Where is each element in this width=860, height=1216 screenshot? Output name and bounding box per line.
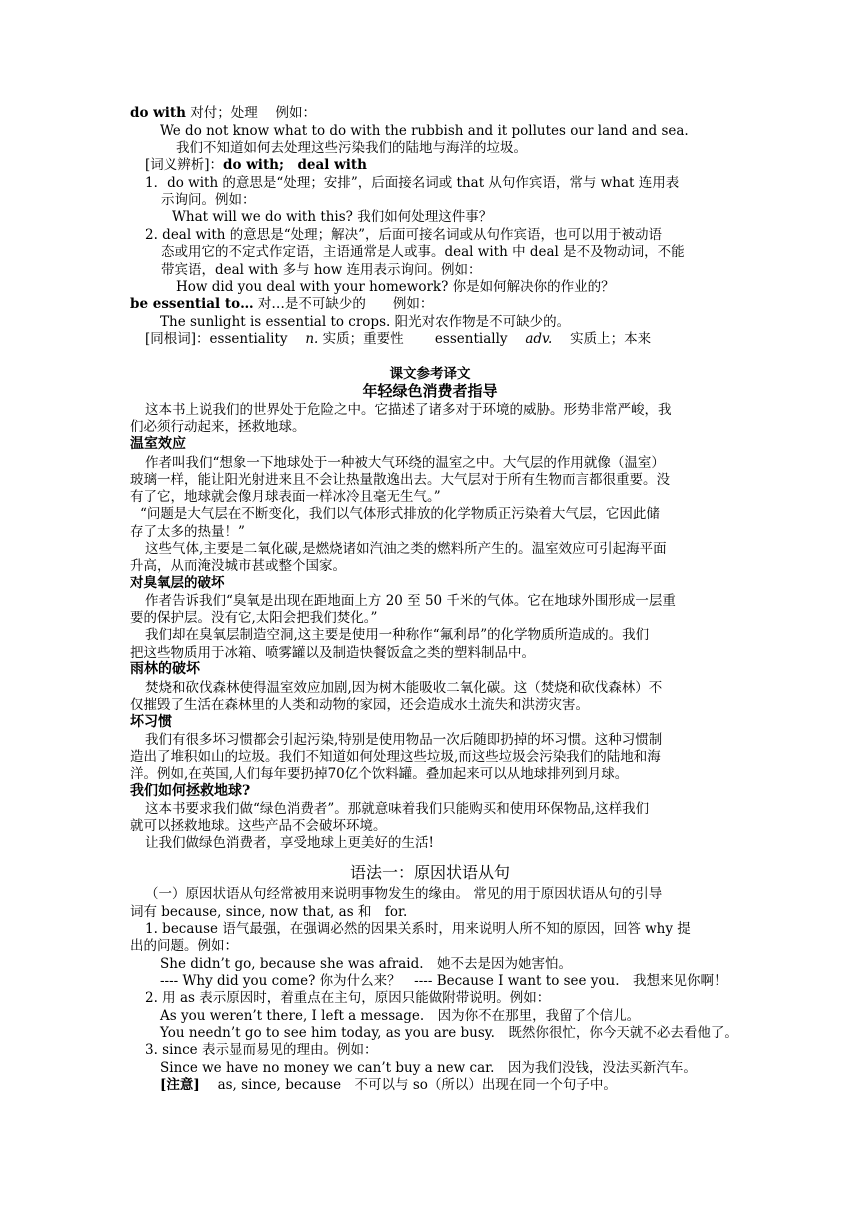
grammar-example: You needn’t go to see him today, as you are busy. 既然你很忙，你今天就不必去看他了。	[160, 1025, 738, 1041]
distinction-terms: do with; deal with	[223, 157, 367, 173]
vocab-essential	[130, 295, 433, 313]
pos-adverb: adv.	[525, 331, 553, 347]
distinction-point-2: 2. deal with 的意思是“处理；解决”，后面可接名词或从句作宾语，也可以用于被动语	[145, 227, 663, 243]
intro-line-2: 们必须行动起来，拯救地球。	[130, 419, 306, 435]
paragraph-line: 要的保护层。没有它,太阳会把我们焚化。”	[130, 610, 378, 626]
section-heading-greenhouse: 温室效应	[130, 436, 186, 452]
section-heading-save-earth: 我们如何拯救地球?	[130, 783, 251, 799]
def-noun: 实质；重要性 essentially	[322, 331, 508, 347]
distinction-point-2-cont2: 带宾语，deal with 多与 how 连用表示询问。例如：	[161, 262, 482, 278]
paragraph-line: 让我们做绿色消费者，享受地球上更美好的生活!	[145, 835, 434, 851]
distinction-label: [词义辨析]：	[145, 157, 224, 173]
section-heading-ozone: 对臭氧层的破坏	[130, 575, 225, 591]
note-text: as, since, because 不可以与 so（所以）出现在同一个句子中。	[217, 1077, 617, 1093]
section-heading-habits: 坏习惯	[130, 714, 172, 730]
grammar-intro-1: （一）原因状语从句经常被用来说明事物发生的缘由。 常见的用于原因状语从句的引导	[145, 886, 663, 902]
paragraph-line: 就可以拯救地球。这些产品不会破坏环境。	[130, 818, 387, 834]
grammar-example: She didn’t go, because she was afraid. 她不去是因为她害怕。	[160, 956, 573, 972]
def-adverb: 实质上；本来	[570, 331, 652, 347]
root-label: [同根词]：essentiality	[145, 331, 288, 347]
paragraph-line: 我们有很多坏习惯都会引起污染,特别是使用物品一次后随即扔掉的坏习惯。这种习惯制	[145, 732, 663, 748]
pos-noun: n.	[305, 331, 319, 347]
section-heading-rainforest: 雨林的破坏	[130, 661, 200, 677]
distinction-heading	[145, 156, 367, 174]
paragraph-line: 这本书要求我们做“绿色消费者”。那就意味着我们只能购买和使用环保物品,这样我们	[145, 801, 650, 817]
example-en: We do not know what to do with the rubbish and it pollutes our land and sea.	[160, 123, 689, 139]
grammar-point-because: 1. because 语气最强，在强调必然的因果关系时，用来说明人所不知的原因，回答 why 提	[145, 921, 691, 937]
paragraph-line: 仅摧毁了生活在森林里的人类和动物的家园，还会造成水土流失和洪涝灾害。	[130, 697, 589, 713]
grammar-intro-2: 词有 because, since, now that, as 和 for.	[130, 904, 408, 920]
distinction-example-1: What will we do with this? 我们如何处理这件事？	[172, 209, 493, 225]
grammar-point-as: 2. 用 as 表示原因时，着重点在主句，原因只能做附带说明。例如：	[145, 990, 551, 1006]
distinction-point-2-cont1: 态或用它的不定式作定语，主语通常是人或事。deal with 中 deal 是不及物动词，不能	[161, 244, 685, 260]
translation-title: 年轻绿色消费者指导	[362, 382, 498, 400]
paragraph-line: 把这些物质用于冰箱、喷雾罐以及制造快餐饭盒之类的塑料制品中。	[130, 645, 535, 661]
meaning-essential: 对…是不可缺少的 例如：	[257, 296, 434, 312]
paragraph-line: 存了太多的热量！”	[130, 524, 245, 540]
grammar-example: Since we have no money we can’t buy a new car. 因为我们没钱，没法买新汽车。	[160, 1060, 697, 1076]
grammar-point-since: 3. since 表示显而易见的理由。例如：	[145, 1042, 378, 1058]
paragraph-line: “问题是大气层在不断变化，我们以气体形式排放的化学物质正污染着大气层，它因此储	[140, 506, 660, 522]
example-essential: The sunlight is essential to crops. 阳光对农作物是不可缺少的。	[160, 314, 571, 330]
paragraph-line: 洋。例如,在英国,人们每年要扔掉70亿个饮料罐。叠加起来可以从地球排列到月球。	[130, 766, 629, 782]
meaning-do-with: 对付；处理 例如：	[190, 105, 317, 121]
distinction-point-1-cont: 示询问。例如：	[161, 192, 256, 208]
grammar-title: 语法一：原因状语从句	[349, 863, 510, 882]
paragraph-line: 焚烧和砍伐森林使得温室效应加剧,因为树木能吸收二氧化碳。这（焚烧和砍伐森林）不	[145, 680, 663, 696]
paragraph-line: 有了它，地球就会像月球表面一样冰冷且毫无生气。”	[130, 489, 441, 505]
translation-heading: 课文参考译文	[389, 366, 471, 382]
vocab-do-with	[130, 104, 316, 122]
example-cn: 我们不知道如何去处理这些污染我们的陆地与海洋的垃圾。	[176, 140, 527, 156]
grammar-example: As you weren’t there, I left a message. 因为你不在那里，我留了个信儿。	[160, 1008, 641, 1024]
intro-line-1: 这本书上说我们的世界处于危险之中。它描述了诸多对于环境的威胁。形势非常严峻，我	[145, 402, 672, 418]
root-words	[145, 330, 651, 348]
distinction-example-2: How did you deal with your homework? 你是如何解决你的作业的？	[176, 279, 615, 295]
paragraph-line: 造出了堆积如山的垃圾。我们不知道如何处理这些垃圾,而这些垃圾会污染我们的陆地和海	[130, 749, 661, 765]
paragraph-line: 升高，从而淹没城市甚或整个国家。	[130, 558, 346, 574]
distinction-point-1: 1．do with 的意思是“处理；安排”，后面接名词或 that 从句作宾语，常与 what 连用表	[145, 175, 680, 191]
grammar-point-because-cont: 出的问题。例如：	[130, 938, 238, 954]
paragraph-line: 我们却在臭氧层制造空洞,这主要是使用一种称作“氟利昂”的化学物质所造成的。我们	[145, 627, 650, 643]
grammar-note	[160, 1076, 617, 1094]
paragraph-line: 作者叫我们“想象一下地球处于一种被大气环绕的温室之中。大气层的作用就像（温室）	[145, 455, 665, 471]
paragraph-line: 玻璃一样，能让阳光射进来且不会让热量散逸出去。大气层对于所有生物而言都很重要。没	[130, 472, 670, 488]
term-do-with: do with	[130, 105, 186, 121]
note-label: [注意]	[160, 1077, 200, 1093]
paragraph-line: 作者告诉我们“臭氧是出现在距地面上方 20 至 50 千米的气体。它在地球外围形成一层重	[145, 593, 676, 609]
grammar-example: ---- Why did you come? 你为什么来？ ---- Because I want to see you. 我想来见你啊！	[160, 973, 728, 989]
term-essential: be essential to…	[130, 296, 254, 312]
paragraph-line: 这些气体,主要是二氧化碳,是燃烧诸如汽油之类的燃料所产生的。温室效应可引起海平面	[145, 541, 667, 557]
